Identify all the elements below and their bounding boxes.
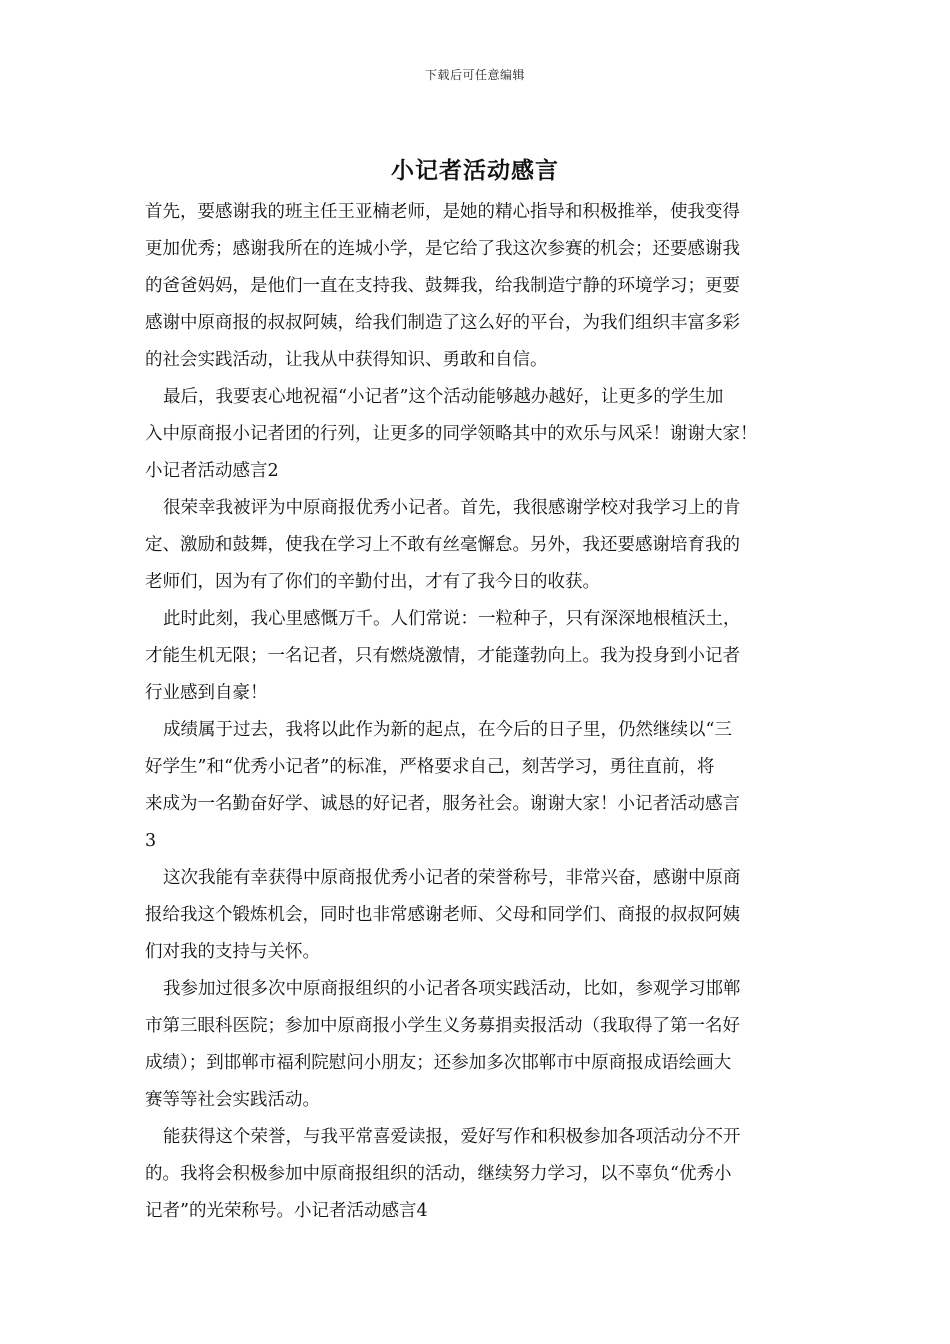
document-title: 小记者活动感言 — [391, 157, 559, 184]
text-line: 成绩属于过去，我将以此作为新的起点，在今后的日子里，仍然继续以“三 — [163, 720, 732, 740]
text-line: 的爸爸妈妈，是他们一直在支持我、鼓舞我，给我制造宁静的环境学习；更要 — [145, 276, 740, 296]
text-line: 来成为一名勤奋好学、诚恳的好记者，服务社会。谢谢大家！小记者活动感言 — [145, 794, 740, 814]
text-line: 更加优秀；感谢我所在的连城小学，是它给了我这次参赛的机会；还要感谢我 — [145, 239, 740, 259]
text-line: 能获得这个荣誉，与我平常喜爱读报，爱好写作和积极参加各项活动分不开 — [163, 1127, 741, 1147]
text-line: 报给我这个锻炼机会，同时也非常感谢老师、父母和同学们、商报的叔叔阿姨 — [145, 905, 740, 925]
text-line: 赛等等社会实践活动。 — [145, 1090, 320, 1110]
section-heading: 小记者活动感言2 — [145, 461, 279, 481]
text-line: 的。我将会积极参加中原商报组织的活动，继续努力学习，以不辜负“优秀小 — [145, 1164, 732, 1184]
document-body — [145, 194, 811, 1230]
text-line: 成绩）；到邯郸市福利院慰问小朋友；还参加多次邯郸市中原商报成语绘画大 — [145, 1053, 732, 1073]
text-line: 行业感到自豪！ — [145, 683, 268, 703]
text-line: 们对我的支持与关怀。 — [145, 942, 320, 962]
text-line: 才能生机无限；一名记者，只有燃烧激情，才能蓬勃向上。我为投身到小记者 — [145, 646, 740, 666]
text-line: 我参加过很多次中原商报组织的小记者各项实践活动，比如，参观学习邯郸 — [163, 979, 741, 999]
text-line: 好学生”和“优秀小记者”的标准，严格要求自己，刻苦学习，勇往直前，将 — [145, 757, 715, 777]
text-line: 记者”的光荣称号。小记者活动感言4 — [145, 1201, 428, 1221]
text-line: 这次我能有幸获得中原商报优秀小记者的荣誉称号，非常兴奋，感谢中原商 — [163, 868, 741, 888]
text-line: 市第三眼科医院；参加中原商报小学生义务募捐卖报活动（我取得了第一名好 — [145, 1016, 740, 1036]
header-note: 下载后可任意编辑 — [424, 68, 525, 82]
text-line: 最后，我要衷心地祝福“小记者”这个活动能够越办越好，让更多的学生加 — [163, 387, 724, 407]
text-line: 很荣幸我被评为中原商报优秀小记者。首先，我很感谢学校对我学习上的肯 — [163, 498, 741, 518]
text-line: 首先，要感谢我的班主任王亚楠老师，是她的精心指导和积极推举，使我变得 — [145, 202, 740, 222]
text-line: 定、激励和鼓舞，使我在学习上不敢有丝毫懈怠。另外，我还要感谢培育我的 — [145, 535, 740, 555]
text-line: 入中原商报小记者团的行列，让更多的同学领略其中的欢乐与风采！谢谢大家！ — [145, 424, 758, 444]
text-line: 此时此刻，我心里感慨万千。人们常说：一粒种子，只有深深地根植沃土， — [163, 609, 741, 629]
text-line: 老师们，因为有了你们的辛勤付出，才有了我今日的收获。 — [145, 572, 600, 592]
text-line: 的社会实践活动，让我从中获得知识、勇敢和自信。 — [145, 350, 548, 370]
text-line: 3 — [145, 831, 157, 851]
text-line: 感谢中原商报的叔叔阿姨，给我们制造了这么好的平台，为我们组织丰富多彩 — [145, 313, 740, 333]
